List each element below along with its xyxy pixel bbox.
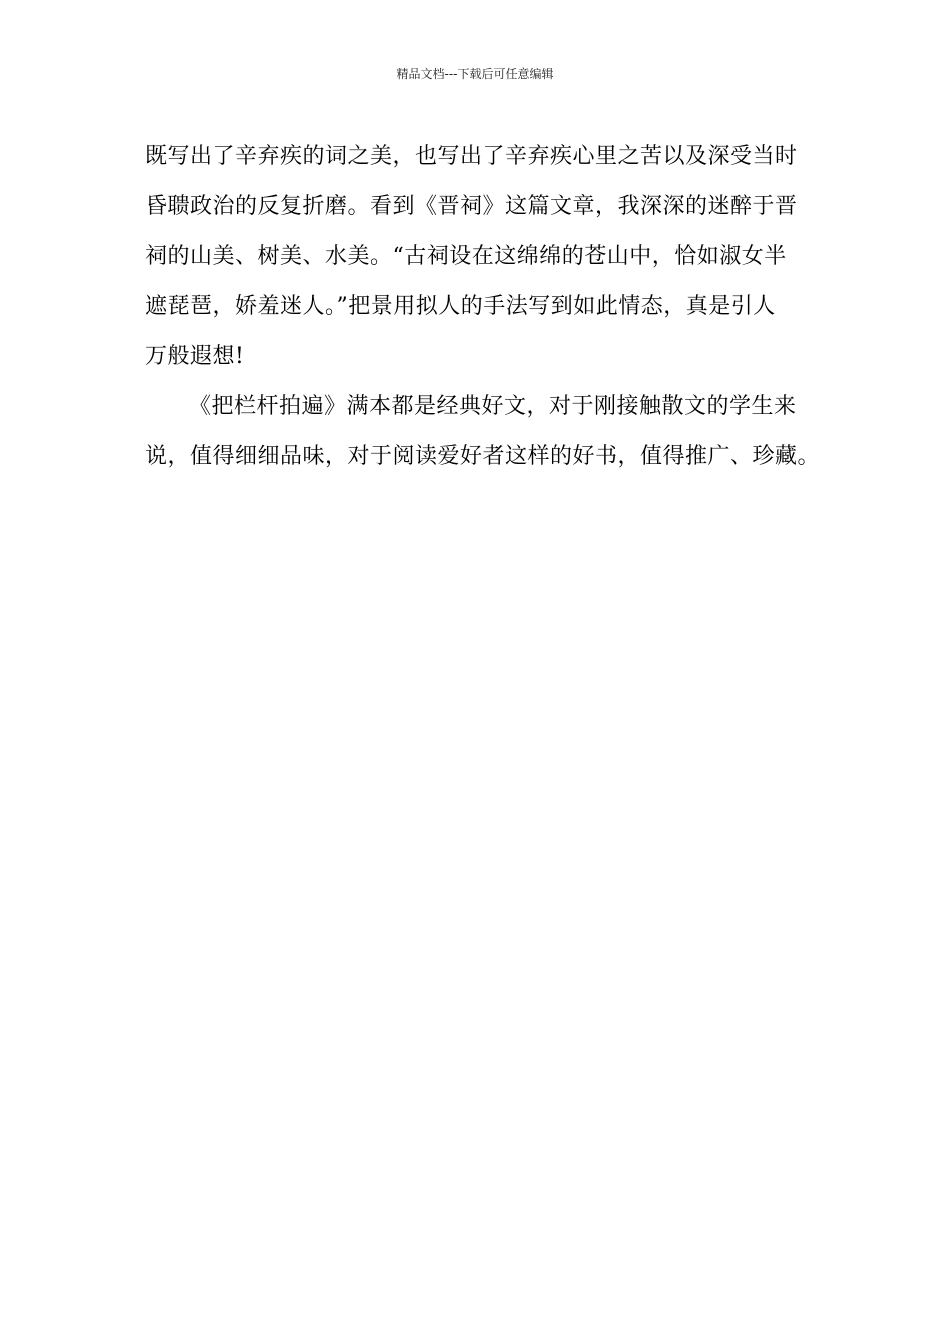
paragraph-line: 说，值得细细品味，对于阅读爱好者这样的好书，值得推广、珍藏。 <box>145 444 821 469</box>
paragraph-1 <box>145 132 807 382</box>
paragraph-2 <box>145 382 821 482</box>
document-body <box>145 132 821 482</box>
paragraph-line: 遮琵琶，娇羞迷人。”把景用拟人的手法写到如此情态，真是引人 <box>145 294 776 319</box>
paragraph-line: 既写出了辛弃疾的词之美，也写出了辛弃疾心里之苦以及深受当时 <box>145 144 798 169</box>
paragraph-line: 祠的山美、树美、水美。“古祠设在这绵绵的苍山中，恰如淑女半 <box>145 244 787 269</box>
paragraph-line: 万般遐想! <box>145 344 245 369</box>
paragraph-line: 昏聩政治的反复折磨。看到《晋祠》这篇文章，我深深的迷醉于晋 <box>145 194 798 219</box>
page-header: 精品文档---下载后可任意编辑 <box>396 67 554 81</box>
paragraph-line: 《把栏杆拍遍》满本都是经典好文，对于刚接触散文的学生来 <box>189 394 797 419</box>
